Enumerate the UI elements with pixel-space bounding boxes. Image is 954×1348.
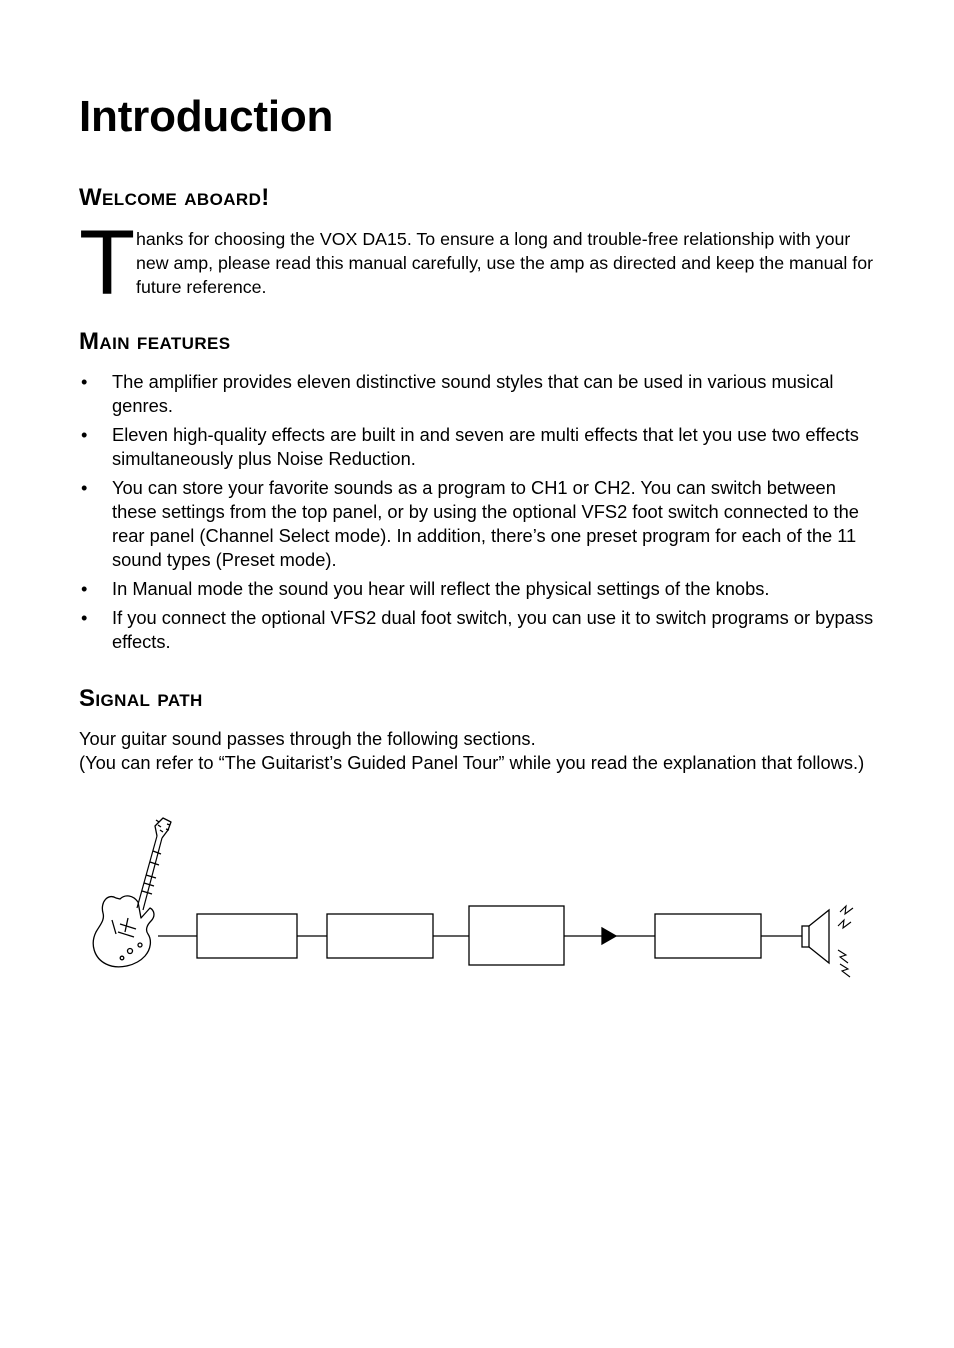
page-title: Introduction: [79, 92, 334, 141]
signal-block: [655, 914, 761, 958]
signal-flow: [158, 906, 802, 965]
list-item-text: If you connect the optional VFS2 dual foot switch, you can use it to switch programs or bypass effects.: [112, 607, 874, 652]
signal-block: [469, 906, 564, 965]
list-item-text: You can store your favorite sounds as a program to CH1 or CH2. You can switch between these settings from the top panel, or by using the optional VFS2 foot switch connected to the rear panel (Channel Select mode). In addition, there’s one preset program for each of the 11 sound types (Preset mode).: [112, 477, 859, 570]
signal-block: [197, 914, 297, 958]
guitar-icon: [93, 818, 171, 967]
drop-cap: T: [79, 212, 136, 314]
welcome-text: hanks for choosing the VOX DA15. To ensure a long and trouble-free relationship with your new amp, please read this manual carefully, use the amp as directed and keep the manual for future reference.: [136, 229, 874, 297]
list-item-text: Eleven high-quality effects are built in and seven are multi effects that let you use two effects simultaneously plus Noise Reduction.: [112, 424, 859, 469]
bullet: •: [81, 578, 88, 599]
bullet: •: [81, 424, 88, 445]
bullet: •: [81, 477, 88, 498]
signal-block: [327, 914, 433, 958]
section-heading-welcome: Welcome aboard!: [79, 184, 270, 211]
signal-path-line-2: (You can refer to “The Guitarist’s Guided Panel Tour” while you read the explanation that follows.): [79, 752, 865, 773]
list-item-text: In Manual mode the sound you hear will reflect the physical settings of the knobs.: [112, 578, 770, 599]
speaker-icon: [802, 906, 853, 977]
list-item-text: The amplifier provides eleven distinctive sound styles that can be used in various musical genres.: [112, 371, 834, 416]
bullet: •: [81, 607, 88, 628]
section-heading-features: Main features: [79, 328, 231, 355]
section-heading-signal-path: Signal path: [79, 685, 203, 712]
arrow-icon: [602, 928, 616, 944]
signal-path-line-1: Your guitar sound passes through the following sections.: [79, 728, 536, 749]
bullet: •: [81, 371, 88, 392]
